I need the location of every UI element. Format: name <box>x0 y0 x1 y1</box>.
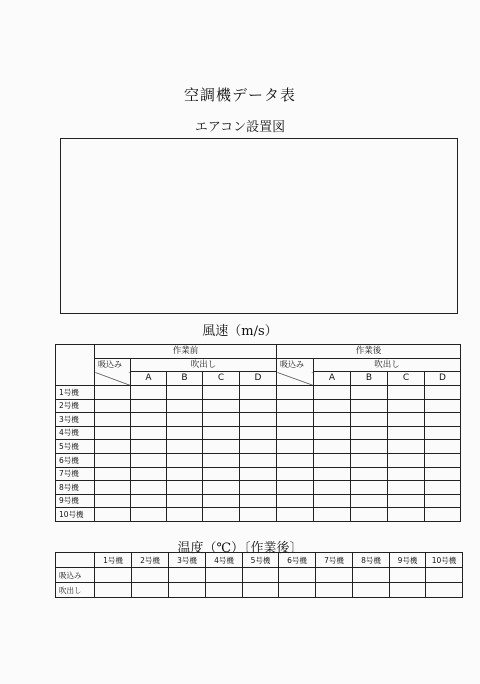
data-cell[interactable] <box>425 386 461 400</box>
data-cell[interactable] <box>167 494 203 508</box>
data-cell[interactable] <box>351 481 388 495</box>
data-cell[interactable] <box>277 440 314 454</box>
data-cell[interactable] <box>388 508 425 522</box>
temp-column-header: 9号機 <box>390 553 426 568</box>
data-cell[interactable] <box>240 508 277 522</box>
data-cell[interactable] <box>277 453 314 467</box>
data-cell[interactable] <box>388 453 425 467</box>
table-row <box>56 494 461 508</box>
data-cell[interactable] <box>203 426 240 440</box>
data-cell[interactable] <box>95 386 131 400</box>
data-cell[interactable] <box>167 453 203 467</box>
before-col-d: D <box>240 372 277 386</box>
data-cell[interactable] <box>314 399 351 413</box>
data-cell[interactable] <box>316 568 353 583</box>
temp-column-header: 7号機 <box>316 553 353 568</box>
data-cell[interactable] <box>167 413 203 427</box>
data-cell[interactable] <box>351 494 388 508</box>
data-cell[interactable] <box>388 386 425 400</box>
data-cell[interactable] <box>351 426 388 440</box>
temp-column-header: 1号機 <box>95 553 132 568</box>
data-cell[interactable] <box>388 413 425 427</box>
data-cell[interactable] <box>167 440 203 454</box>
temp-column-header: 8号機 <box>353 553 390 568</box>
data-cell[interactable] <box>203 413 240 427</box>
unit-label: 5号機 <box>56 440 95 454</box>
unit-label: 7号機 <box>56 467 95 481</box>
data-cell[interactable] <box>167 481 203 495</box>
data-cell[interactable] <box>425 413 461 427</box>
data-cell[interactable] <box>353 583 390 598</box>
data-cell[interactable] <box>243 568 279 583</box>
after-col-c: C <box>388 372 425 386</box>
unit-label: 1号機 <box>56 386 95 400</box>
data-cell[interactable] <box>167 386 203 400</box>
data-cell[interactable] <box>206 583 243 598</box>
data-cell[interactable] <box>131 440 167 454</box>
data-cell[interactable] <box>240 399 277 413</box>
data-cell[interactable] <box>131 508 167 522</box>
after-suction-diagonal <box>277 372 314 386</box>
data-cell[interactable] <box>277 399 314 413</box>
data-cell[interactable] <box>167 467 203 481</box>
temperature-title: 温度（℃）〔作業後〕 <box>177 541 303 556</box>
data-cell[interactable] <box>425 508 461 522</box>
table-row <box>56 386 461 400</box>
data-cell[interactable] <box>314 426 351 440</box>
before-suction-diagonal <box>95 372 131 386</box>
data-cell[interactable] <box>425 399 461 413</box>
data-cell[interactable] <box>388 440 425 454</box>
before-work-header: 作業前 <box>95 345 277 359</box>
data-cell[interactable] <box>316 583 353 598</box>
data-cell[interactable] <box>425 467 461 481</box>
table-row <box>56 453 461 467</box>
data-cell[interactable] <box>314 413 351 427</box>
data-cell[interactable] <box>240 413 277 427</box>
data-cell[interactable] <box>351 508 388 522</box>
data-cell[interactable] <box>314 508 351 522</box>
data-cell[interactable] <box>426 583 463 598</box>
data-cell[interactable] <box>95 508 131 522</box>
data-cell[interactable] <box>314 481 351 495</box>
unit-label: 6号機 <box>56 453 95 467</box>
before-outlet-header: 吹出し <box>131 359 277 372</box>
data-cell[interactable] <box>95 440 131 454</box>
table-row <box>56 481 461 495</box>
before-col-a: A <box>131 372 167 386</box>
data-cell[interactable] <box>351 413 388 427</box>
data-cell[interactable] <box>131 426 167 440</box>
temperature-table <box>55 552 463 598</box>
data-cell[interactable] <box>314 440 351 454</box>
data-cell[interactable] <box>167 508 203 522</box>
temp-column-header: 6号機 <box>279 553 316 568</box>
data-cell[interactable] <box>277 413 314 427</box>
data-cell[interactable] <box>240 426 277 440</box>
data-cell[interactable] <box>277 386 314 400</box>
data-cell[interactable] <box>95 413 131 427</box>
data-cell[interactable] <box>131 494 167 508</box>
table-row <box>56 399 461 413</box>
data-cell[interactable] <box>203 386 240 400</box>
data-cell[interactable] <box>425 494 461 508</box>
data-cell[interactable] <box>203 481 240 495</box>
data-cell[interactable] <box>388 426 425 440</box>
data-cell[interactable] <box>167 426 203 440</box>
data-cell[interactable] <box>277 481 314 495</box>
data-cell[interactable] <box>279 568 316 583</box>
data-cell[interactable] <box>314 453 351 467</box>
after-col-a: A <box>314 372 351 386</box>
unit-label: 8号機 <box>56 481 95 495</box>
data-cell[interactable] <box>425 440 461 454</box>
before-col-b: B <box>167 372 203 386</box>
data-cell[interactable] <box>426 568 463 583</box>
data-cell[interactable] <box>169 583 206 598</box>
unit-label: 4号機 <box>56 426 95 440</box>
data-cell[interactable] <box>95 494 131 508</box>
data-cell[interactable] <box>314 386 351 400</box>
data-cell[interactable] <box>95 583 132 598</box>
table-row <box>56 426 461 440</box>
installation-diagram-box <box>60 138 458 314</box>
temp-column-header: 3号機 <box>169 553 206 568</box>
after-work-header: 作業後 <box>277 345 461 359</box>
data-cell[interactable] <box>240 481 277 495</box>
temp-row-label: 吹出し <box>56 583 95 598</box>
data-cell[interactable] <box>277 494 314 508</box>
data-cell[interactable] <box>203 494 240 508</box>
data-cell[interactable] <box>203 399 240 413</box>
data-cell[interactable] <box>388 399 425 413</box>
data-cell[interactable] <box>169 568 206 583</box>
data-cell[interactable] <box>240 467 277 481</box>
after-outlet-header: 吹出し <box>314 359 461 372</box>
data-cell[interactable] <box>425 426 461 440</box>
data-cell[interactable] <box>277 508 314 522</box>
data-cell[interactable] <box>277 426 314 440</box>
data-cell[interactable] <box>351 453 388 467</box>
table-row <box>56 508 461 522</box>
unit-label: 3号機 <box>56 413 95 427</box>
data-cell[interactable] <box>240 453 277 467</box>
data-cell[interactable] <box>277 467 314 481</box>
temp-column-header: 4号機 <box>206 553 243 568</box>
unit-label: 10号機 <box>56 508 95 522</box>
data-cell[interactable] <box>390 583 426 598</box>
data-cell[interactable] <box>240 494 277 508</box>
wind-speed-title: 風速（m/s） <box>202 324 278 339</box>
data-cell[interactable] <box>388 481 425 495</box>
data-cell[interactable] <box>132 568 169 583</box>
temp-column-header: 10号機 <box>426 553 463 568</box>
before-suction-header: 吸込み <box>95 359 131 372</box>
data-cell[interactable] <box>95 481 131 495</box>
data-cell[interactable] <box>131 467 167 481</box>
data-cell[interactable] <box>131 453 167 467</box>
table-row <box>56 583 463 598</box>
data-cell[interactable] <box>131 386 167 400</box>
data-cell[interactable] <box>131 413 167 427</box>
data-cell[interactable] <box>95 467 131 481</box>
data-cell[interactable] <box>388 494 425 508</box>
data-cell[interactable] <box>95 568 132 583</box>
data-cell[interactable] <box>203 467 240 481</box>
data-cell[interactable] <box>240 386 277 400</box>
data-cell[interactable] <box>132 583 169 598</box>
data-cell[interactable] <box>425 453 461 467</box>
table-row <box>56 467 461 481</box>
after-col-d: D <box>425 372 461 386</box>
after-suction-header: 吸込み <box>277 359 314 372</box>
temp-column-header: 2号機 <box>132 553 169 568</box>
table-row <box>56 413 461 427</box>
temp-row-label: 吸込み <box>56 568 95 583</box>
data-cell[interactable] <box>167 399 203 413</box>
data-cell[interactable] <box>95 453 131 467</box>
data-cell[interactable] <box>203 440 240 454</box>
data-cell[interactable] <box>314 467 351 481</box>
corner-cell <box>56 345 95 386</box>
data-cell[interactable] <box>203 453 240 467</box>
data-cell[interactable] <box>351 399 388 413</box>
table-row <box>56 568 463 583</box>
data-cell[interactable] <box>206 568 243 583</box>
wind-speed-table <box>55 344 461 522</box>
installation-diagram-title: エアコン設置図 <box>194 120 286 135</box>
data-cell[interactable] <box>314 494 351 508</box>
data-cell[interactable] <box>351 440 388 454</box>
data-cell[interactable] <box>388 467 425 481</box>
temp-corner-cell <box>56 553 95 568</box>
table-row <box>56 440 461 454</box>
before-col-c: C <box>203 372 240 386</box>
data-cell[interactable] <box>351 386 388 400</box>
data-cell[interactable] <box>95 399 131 413</box>
data-cell[interactable] <box>95 426 131 440</box>
temp-column-header: 5号機 <box>243 553 279 568</box>
data-cell[interactable] <box>131 399 167 413</box>
after-col-b: B <box>351 372 388 386</box>
data-cell[interactable] <box>279 583 316 598</box>
data-cell[interactable] <box>240 440 277 454</box>
data-cell[interactable] <box>425 481 461 495</box>
data-cell[interactable] <box>131 481 167 495</box>
data-cell[interactable] <box>203 508 240 522</box>
data-cell[interactable] <box>353 568 390 583</box>
data-cell[interactable] <box>243 583 279 598</box>
data-cell[interactable] <box>390 568 426 583</box>
unit-label: 2号機 <box>56 399 95 413</box>
data-cell[interactable] <box>351 467 388 481</box>
page-title: 空調機データ表 <box>183 86 296 104</box>
unit-label: 9号機 <box>56 494 95 508</box>
